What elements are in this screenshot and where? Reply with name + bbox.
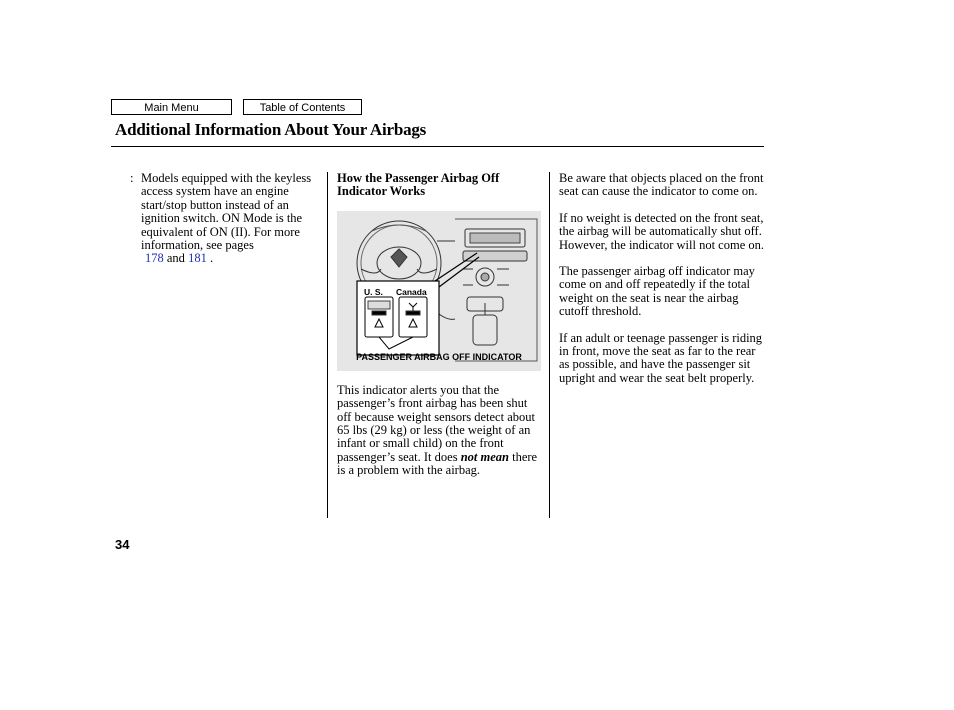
gear-shifter [473, 315, 497, 345]
keyless-note [130, 172, 320, 266]
us-label: U. S. [364, 286, 383, 297]
keyless-note-end: . [209, 251, 214, 266]
column-indicator-info [337, 172, 542, 478]
indicator-paragraph [337, 384, 542, 478]
brand-emblem [391, 249, 407, 267]
page-link-181[interactable]: 181 [188, 251, 207, 266]
page-title: Additional Information About Your Airbags [115, 120, 427, 139]
indicator-text-before: This indicator alerts you that the passenger’s front airbag has been shut off because weight sensors detect about 65 lbs (29 kg) or less (the weight of an infant or small child) on the front passenger’s seat. It does [337, 382, 535, 464]
column-keyless-note [130, 172, 320, 266]
canada-label: Canada [396, 286, 427, 297]
paragraph-no-weight: If no weight is detected on the front seat, the airbag will be automatically shut off. However, the indicator will not come on. [559, 210, 764, 252]
column-divider-right [549, 172, 550, 518]
indicator-text-after: there is a problem with the airbag. [337, 449, 538, 478]
keyless-note-and: and [166, 251, 185, 266]
figure-caption: PASSENGER AIRBAG OFF INDICATOR [356, 352, 522, 363]
table-of-contents-button[interactable]: Table of Contents [243, 99, 362, 115]
paragraph-adult-passenger: If an adult or teenage passenger is riding in front, move the seat as far to the rear as possible, and have the passenger sit upright and wear the seat belt properly. [559, 330, 763, 385]
column-divider-left [327, 172, 328, 518]
title-divider [111, 146, 764, 147]
indicator-text-emphasis: not mean [460, 449, 509, 464]
section-heading: How the Passenger Airbag Off Indicator Works [337, 171, 500, 199]
page-number: 34 [115, 537, 130, 552]
main-menu-button[interactable]: Main Menu [111, 99, 232, 115]
paragraph-threshold: The passenger airbag off indicator may come on and off repeatedly if the total weight on the seat is near the airbag cutoff threshold. [559, 264, 755, 319]
note-marker: : [130, 171, 134, 185]
page-link-178[interactable]: 178 [145, 251, 164, 266]
keyless-note-text: Models equipped with the keyless access system have an engine start/stop button instead of an ignition switch. ON Mode is the equivalent of ON (II). For more information, see pages [141, 171, 312, 253]
dashboard-illustration [337, 211, 541, 371]
column-weight-info [559, 172, 764, 385]
paragraph-objects-on-seat: Be aware that objects placed on the front seat can cause the indicator to come on. [559, 171, 764, 199]
